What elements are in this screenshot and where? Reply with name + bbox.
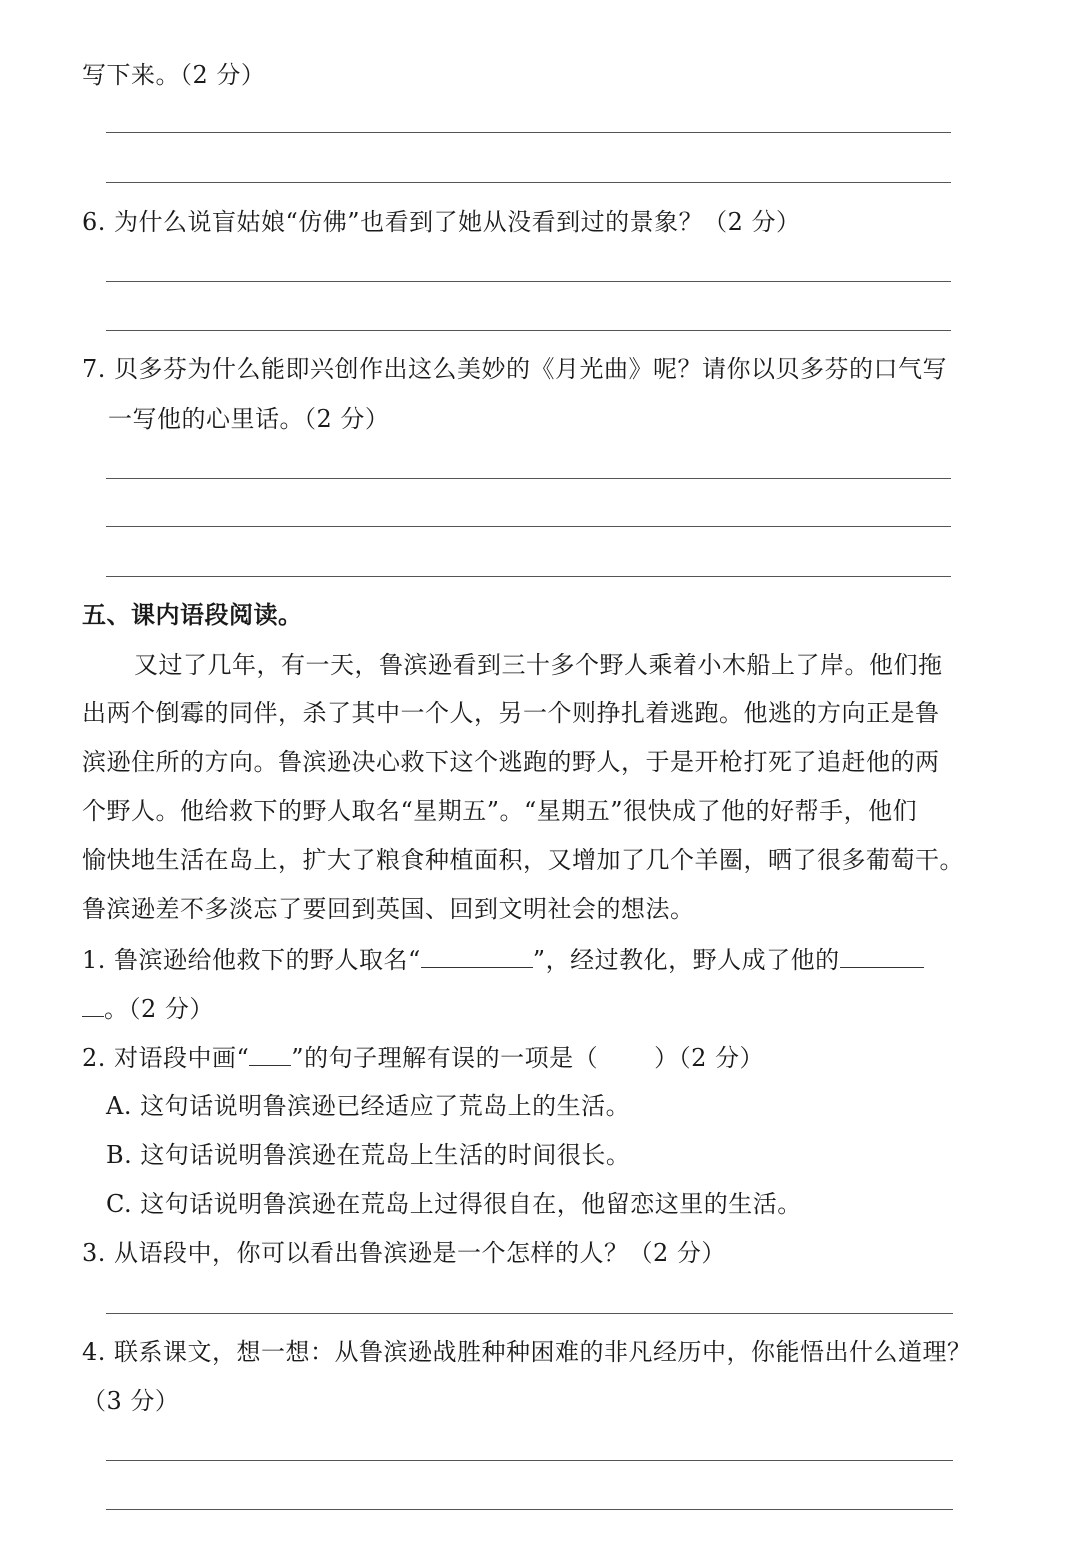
fill-blank-role-cont[interactable] [82, 990, 104, 1017]
passage-line: 个野人。他给救下的野人取名“星期五”。“星期五”很快成了他的好帮手，他们 [82, 797, 918, 825]
question-4-line2: （3 分） [82, 1387, 180, 1415]
question-7-line1: 7. 贝多芬为什么能即兴创作出这么美妙的《月光曲》呢？请你以贝多芬的口气写 [82, 355, 948, 383]
question-1-text-b: ”，经过教化，野人成了他的 [532, 946, 840, 974]
question-4-line1: 4. 联系课文，想一想：从鲁滨逊战胜种种困难的非凡经历中，你能悟出什么道理？ [82, 1338, 972, 1366]
question-1-text-c: 。（2 分） [104, 995, 214, 1023]
underline-marker [249, 1039, 291, 1066]
fill-blank-role[interactable] [840, 941, 924, 968]
answer-line[interactable] [106, 1509, 953, 1510]
question-6: 6. 为什么说盲姑娘“仿佛”也看到了她从没看到过的景象？（2 分） [82, 208, 801, 236]
question-1-text-a: 1. 鲁滨逊给他救下的野人取名“ [82, 946, 421, 974]
option-c[interactable]: C. 这句话说明鲁滨逊在荒岛上过得很自在，他留恋这里的生活。 [106, 1190, 802, 1218]
answer-line[interactable] [106, 182, 951, 183]
question-1-cont [82, 990, 214, 1026]
answer-line[interactable] [106, 478, 951, 479]
answer-line[interactable] [106, 526, 951, 527]
question-1 [82, 941, 924, 977]
passage-line: 鲁滨逊差不多淡忘了要回到英国、回到文明社会的想法。 [82, 895, 695, 923]
answer-line[interactable] [106, 281, 951, 282]
passage-line: 出两个倒霉的同伴，杀了其中一个人，另一个则挣扎着逃跑。他逃的方向正是鲁 [82, 699, 940, 727]
answer-line[interactable] [106, 576, 951, 577]
option-b[interactable]: B. 这句话说明鲁滨逊在荒岛上生活的时间很长。 [106, 1141, 631, 1169]
question-2-text-c: ）（2 分） [654, 1044, 764, 1072]
answer-line[interactable] [106, 132, 951, 133]
answer-line[interactable] [106, 1460, 953, 1461]
passage-line: 又过了几年，有一天，鲁滨逊看到三十多个野人乘着小木船上了岸。他们拖 [134, 651, 943, 679]
fill-blank-name[interactable] [421, 941, 533, 968]
passage-line: 愉快地生活在岛上，扩大了粮食种植面积，又增加了几个羊圈，晒了很多葡萄干。 [82, 846, 964, 874]
prev-question-tail: 写下来。（2 分） [82, 61, 266, 89]
question-2-text-a: 2. 对语段中画“ [82, 1044, 250, 1072]
section-heading: 五、课内语段阅读。 [82, 601, 303, 629]
question-7-line2: 一写他的心里话。（2 分） [108, 405, 390, 433]
question-2 [82, 1039, 764, 1075]
option-a[interactable]: A. 这句话说明鲁滨逊已经适应了荒岛上的生活。 [106, 1092, 631, 1120]
answer-line[interactable] [106, 330, 951, 331]
answer-line[interactable] [106, 1313, 953, 1314]
question-3: 3. 从语段中，你可以看出鲁滨逊是一个怎样的人？（2 分） [82, 1239, 726, 1267]
question-2-text-b: ”的句子理解有误的一项是（ [291, 1044, 599, 1072]
passage-line: 滨逊住所的方向。鲁滨逊决心救下这个逃跑的野人，于是开枪打死了追赶他的两 [82, 748, 940, 776]
